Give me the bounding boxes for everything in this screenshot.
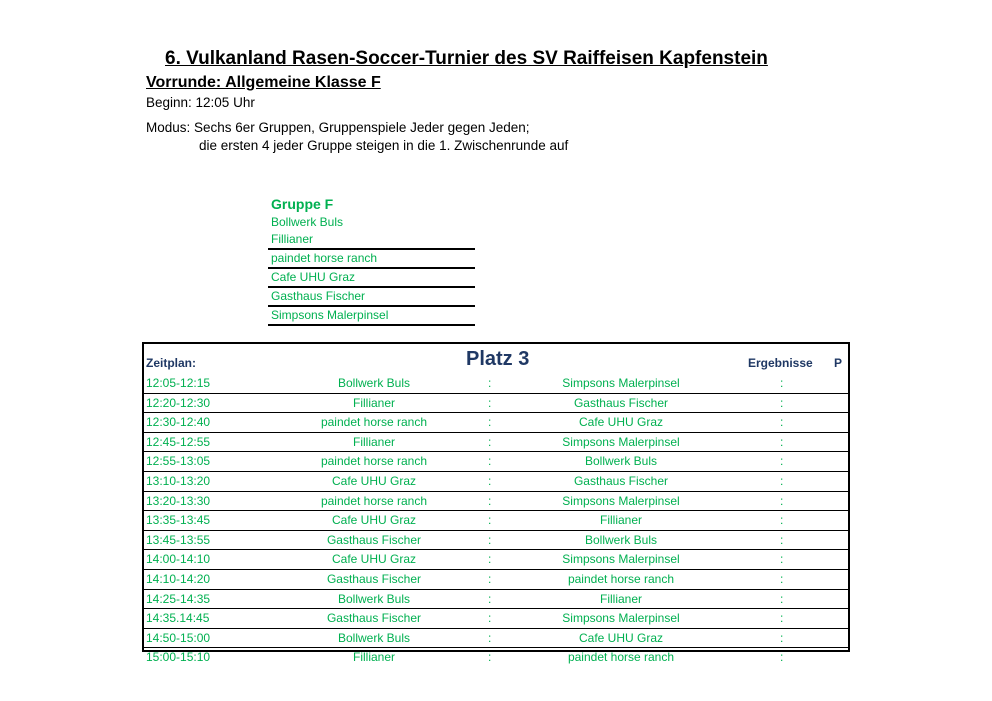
vs-separator: : — [488, 571, 492, 586]
match-time: 14:00-14:10 — [146, 552, 211, 567]
table-row — [144, 413, 848, 433]
schedule-rows — [144, 374, 848, 667]
group-team: Bollwerk Buls — [271, 215, 344, 229]
away-team: Gasthaus Fischer — [573, 395, 669, 410]
result-cell: : — [780, 552, 784, 567]
group-team: Fillianer — [268, 231, 475, 250]
ergebnisse-label: Ergebnisse — [748, 356, 813, 370]
home-team: paindet horse ranch — [320, 415, 428, 430]
match-time: 13:35-13:45 — [146, 513, 211, 528]
away-team: Bollwerk Buls — [584, 532, 658, 547]
vs-separator: : — [488, 532, 492, 547]
away-team: Simpsons Malerpinsel — [562, 493, 680, 508]
match-time: 12:55-13:05 — [146, 454, 211, 469]
home-team: paindet horse ranch — [320, 454, 428, 469]
match-time: 14:35.14:45 — [146, 611, 210, 626]
table-row — [144, 609, 848, 629]
away-team: Fillianer — [599, 591, 642, 606]
match-time: 12:45-12:55 — [146, 434, 211, 449]
match-time: 14:25-14:35 — [146, 591, 211, 606]
table-row — [144, 648, 848, 667]
group-f-list — [268, 194, 475, 326]
away-team: Simpsons Malerpinsel — [562, 376, 680, 390]
home-team: Cafe UHU Graz — [331, 513, 417, 528]
table-row — [144, 472, 848, 492]
platz-label: Platz 3 — [466, 348, 530, 370]
table-row — [144, 550, 848, 570]
table-row — [144, 394, 848, 414]
modus-text-line1: Modus: Sechs 6er Gruppen, Gruppenspiele Jeder gegen Jeden; — [146, 120, 530, 135]
away-team: Simpsons Malerpinsel — [562, 552, 680, 567]
home-team: Cafe UHU Graz — [331, 473, 417, 488]
table-row — [144, 511, 848, 531]
vs-separator: : — [488, 591, 492, 606]
vs-separator: : — [488, 650, 492, 665]
result-cell: : — [780, 493, 784, 508]
result-cell: : — [780, 513, 784, 528]
match-time: 12:05-12:15 — [146, 376, 211, 390]
away-team: Cafe UHU Graz — [578, 415, 664, 430]
vs-separator: : — [488, 454, 492, 469]
match-time: 13:20-13:30 — [146, 493, 211, 508]
home-team: paindet horse ranch — [320, 493, 428, 508]
table-row — [144, 570, 848, 590]
vs-separator: : — [488, 473, 492, 488]
home-team: Gasthaus Fischer — [326, 571, 422, 586]
home-team: Gasthaus Fischer — [326, 532, 422, 547]
vs-separator: : — [488, 376, 492, 390]
result-cell: : — [780, 611, 784, 626]
table-row — [144, 629, 848, 649]
round-subtitle: Vorrunde: Allgemeine Klasse F — [146, 74, 381, 91]
match-time: 13:45-13:55 — [146, 532, 211, 547]
result-cell: : — [780, 571, 784, 586]
home-team: Bollwerk Buls — [337, 591, 411, 606]
away-team: paindet horse ranch — [567, 650, 675, 665]
home-team: Bollwerk Buls — [337, 376, 411, 390]
result-cell: : — [780, 454, 784, 469]
away-team: Simpsons Malerpinsel — [562, 611, 680, 626]
group-team: Cafe UHU Graz — [268, 269, 475, 288]
match-time: 14:50-15:00 — [146, 630, 211, 645]
match-time: 12:20-12:30 — [146, 395, 211, 410]
start-time-text: Beginn: 12:05 Uhr — [146, 95, 255, 110]
result-cell: : — [780, 630, 784, 645]
group-team: Gasthaus Fischer — [268, 288, 475, 307]
table-row — [144, 492, 848, 512]
group-title: Gruppe F — [271, 196, 334, 212]
schedule-header — [144, 344, 848, 378]
table-row — [144, 531, 848, 551]
group-team: paindet horse ranch — [268, 250, 475, 269]
vs-separator: : — [488, 611, 492, 626]
vs-separator: : — [488, 493, 492, 508]
match-time: 14:10-14:20 — [146, 571, 211, 586]
away-team: Simpsons Malerpinsel — [562, 434, 680, 449]
result-cell: : — [780, 650, 784, 665]
modus-text-line2: die ersten 4 jeder Gruppe steigen in die 1. Zwischenrunde auf — [199, 138, 569, 153]
table-row — [144, 374, 848, 394]
match-time: 12:30-12:40 — [146, 415, 211, 430]
vs-separator: : — [488, 552, 492, 567]
result-cell: : — [780, 473, 784, 488]
vs-separator: : — [488, 395, 492, 410]
home-team: Fillianer — [352, 434, 395, 449]
match-time: 15:00-15:10 — [146, 650, 211, 665]
home-team: Bollwerk Buls — [337, 630, 411, 645]
vs-separator: : — [488, 630, 492, 645]
table-row — [144, 452, 848, 472]
vs-separator: : — [488, 434, 492, 449]
home-team: Fillianer — [352, 650, 395, 665]
away-team: Fillianer — [599, 513, 642, 528]
result-cell: : — [780, 395, 784, 410]
away-team: Gasthaus Fischer — [573, 473, 669, 488]
home-team: Gasthaus Fischer — [326, 611, 422, 626]
vs-separator: : — [488, 415, 492, 430]
result-cell: : — [780, 532, 784, 547]
match-time: 13:10-13:20 — [146, 473, 211, 488]
group-team: Simpsons Malerpinsel — [268, 307, 475, 326]
home-team: Cafe UHU Graz — [331, 552, 417, 567]
zeitplan-label: Zeitplan: — [146, 356, 196, 370]
vs-separator: : — [488, 513, 492, 528]
schedule-table — [142, 342, 850, 665]
result-cell: : — [780, 434, 784, 449]
home-team: Fillianer — [352, 395, 395, 410]
result-cell: : — [780, 591, 784, 606]
table-row — [144, 433, 848, 453]
away-team: paindet horse ranch — [567, 571, 675, 586]
result-cell: : — [780, 376, 784, 390]
document-title: 6. Vulkanland Rasen-Soccer-Turnier des SV Raiffeisen Kapfenstein — [165, 48, 768, 69]
points-label: P — [834, 356, 843, 370]
table-row — [144, 590, 848, 610]
away-team: Bollwerk Buls — [584, 454, 658, 469]
result-cell: : — [780, 415, 784, 430]
away-team: Cafe UHU Graz — [578, 630, 664, 645]
